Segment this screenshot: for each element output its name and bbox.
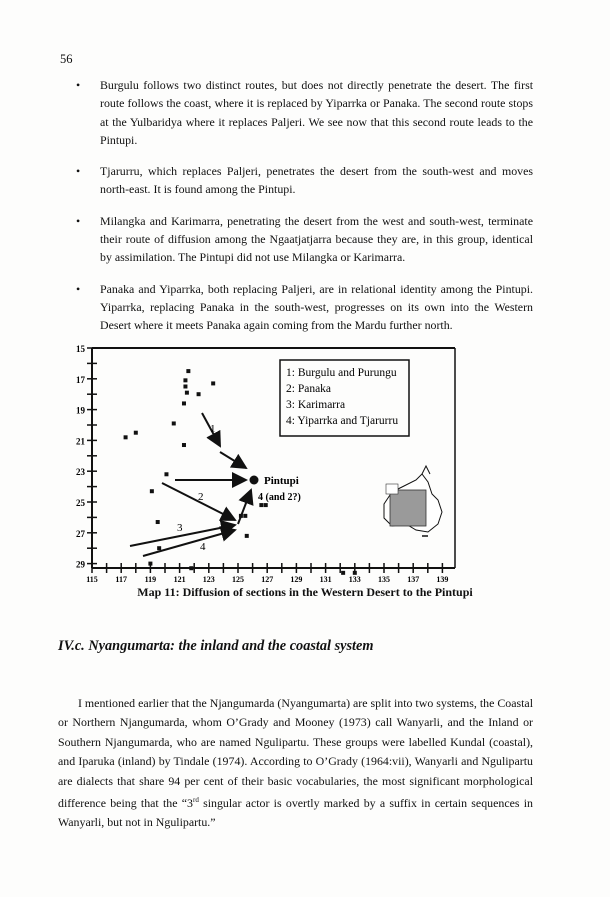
location-point	[172, 421, 176, 425]
legend-item-3: 3: Karimarra	[286, 399, 346, 411]
location-point	[243, 514, 247, 518]
bullet-marker: •	[76, 281, 81, 296]
x-tick-label: 139	[436, 575, 449, 584]
x-tick-label: 125	[232, 575, 244, 584]
bullet-item	[60, 162, 533, 199]
location-point	[259, 503, 263, 507]
paragraph-text-end: singular actor is overtly marked by a suffix in certain sequences in Wanyarli, but not in Ngulipartu.”	[58, 795, 534, 830]
route-label-2: 2	[198, 491, 204, 503]
bullet-marker: •	[76, 78, 81, 92]
y-tick-label: 25	[76, 498, 85, 508]
bullet-item	[60, 76, 533, 149]
body-paragraph	[58, 694, 533, 833]
y-tick-label: 21	[76, 436, 85, 447]
location-point	[150, 489, 154, 493]
superscript: rd	[193, 795, 199, 804]
bullet-list	[60, 76, 533, 348]
location-point	[341, 571, 345, 575]
legend-item-1: 1: Burgulu and Purungu	[286, 367, 397, 379]
route-3-arrow	[130, 525, 235, 546]
legend-box	[280, 360, 409, 436]
route-arrows	[130, 413, 251, 556]
legend-item-4: 4: Yiparrka and Tjarurru	[286, 415, 399, 427]
x-tick-label: 121	[173, 575, 186, 584]
x-tick-label: 135	[378, 575, 390, 584]
bullet-text: Panaka and Yiparrka, both replacing Paljeri, are in relational identity among the Pintupi. Yiparrka, replacing Panaka in the south-west, progresses on its own into the Western Desert where it meets Panaka again coming from the Mardu further north.	[100, 281, 533, 333]
map-caption: Map 11: Diffusion of sections in the Western Desert to the Pintupi	[137, 585, 473, 599]
location-point	[182, 443, 186, 447]
paragraph-text: I mentioned earlier that the Njangumarda (Nyangumarta) are split into two systems, the Coastal or Northern Njangumarda, whom O’Grady and Mooney (1973) call Wanyarli, and the Inland or Southern Njangumarda, who are named Ngulipartu. These groups were labelled Kundal (coastal), and Iparuka (inland) by Tindale (1974). According to O’Grady (1964:vii), Wanyarli and Ngulipartu are dialects that share 94 per cent of their basic vocabularies, the most significant morphological difference being that the “3	[58, 695, 534, 810]
x-tick-label: 133	[348, 575, 361, 584]
y-tick-label: 23	[76, 467, 85, 478]
route-label-3: 3	[177, 522, 183, 534]
location-point	[156, 520, 160, 524]
diffusion-map	[70, 340, 490, 585]
bullet-marker: •	[76, 164, 81, 179]
x-tick-label: 127	[261, 575, 274, 584]
bullet-item	[60, 212, 533, 267]
location-point	[186, 369, 190, 373]
x-tick-label: 119	[144, 575, 157, 584]
location-point	[124, 435, 128, 439]
x-tick-label: 137	[407, 575, 420, 584]
location-point	[211, 381, 215, 385]
legend-item-2: 2: Panaka	[286, 383, 332, 395]
route-4-note: 4 (and 2?)	[258, 492, 301, 503]
x-tick-label: 123	[202, 575, 215, 584]
y-axis-ticks	[76, 344, 97, 570]
location-point	[185, 391, 189, 395]
section-heading: IV.c. Nyangumarta: the inland and the coastal system	[58, 638, 374, 654]
y-tick-label: 17	[76, 374, 85, 385]
location-point	[353, 571, 357, 575]
x-tick-label: 129	[290, 575, 303, 584]
location-point	[264, 503, 268, 507]
x-tick-label: 117	[115, 575, 127, 584]
x-tick-label: 131	[319, 575, 332, 584]
route-label-4: 4	[200, 541, 206, 553]
location-point	[134, 431, 138, 435]
location-point	[183, 385, 187, 389]
bullet-marker: •	[76, 213, 81, 228]
location-point	[164, 472, 168, 476]
x-tick-label: 115	[86, 575, 98, 584]
y-tick-label: 29	[76, 559, 85, 570]
bullet-text: Burgulu follows two distinct routes, but does not directly penetrate the desert. The first route follows the coast, where it is replaced by Yiparrka or Panaka. The second route stops at the Yulbaridya where it replaces Paljeri. We see now that this second route leads to the Pintupi.	[100, 78, 533, 147]
location-point	[189, 566, 193, 570]
bullet-item	[60, 280, 533, 335]
route-label-1: 1	[210, 423, 216, 435]
y-tick-label: 27	[76, 528, 85, 539]
y-tick-label: 19	[76, 405, 85, 416]
location-point	[148, 562, 152, 566]
australia-inset-icon	[384, 466, 442, 536]
bullet-text: Milangka and Karimarra, penetrating the desert from the west and south-west, terminate their route of diffusion among the Ngaatjatjarra because they are, in this group, identical by assimilation. The Pintupi did not use Milangka or Karimarra.	[100, 213, 533, 265]
route-1b-arrow	[220, 452, 246, 468]
y-tick-label: 15	[76, 344, 85, 354]
location-point	[183, 378, 187, 382]
x-axis-ticks	[86, 563, 448, 584]
route-4-up-arrow	[238, 490, 251, 524]
location-point	[182, 401, 186, 405]
page-number: 56	[60, 52, 73, 66]
bullet-text: Tjarurru, which replaces Paljeri, penetrates the desert from the south-west and moves north-east. It is found among the Pintupi.	[100, 164, 533, 197]
location-point	[245, 534, 249, 538]
pintupi-label: Pintupi	[264, 475, 299, 487]
location-point	[157, 546, 161, 550]
location-point	[197, 392, 201, 396]
pintupi-marker	[250, 476, 259, 485]
